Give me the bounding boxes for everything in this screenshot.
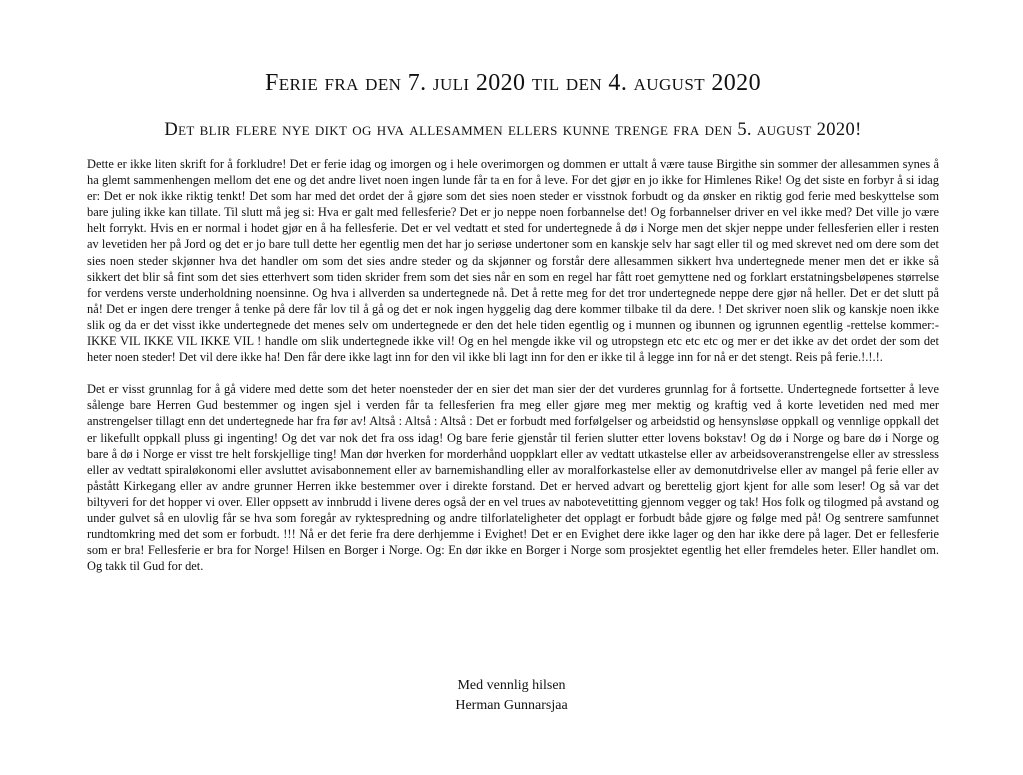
body-paragraph-1: Dette er ikke liten skrift for å forkludre! Det er ferie idag og imorgen og i hele overimorgen og dommen er uttalt å være tause Birgithe sin sommer der allesammen synes å ha glemt sammenhengen mellom det ene og det andre livet noen ingen lunde får ta en for å leve. For det gjør en jo ikke for Himlenes Rike! Og det siste en forbyr å si idag er: Det er nok ikke riktig tenkt! Det som har med det ordet der å gjøre som det sies noen steder er visstnok forbudt og da ønsker en riktig god ferie med beskyttelse som bare juling ikke kan tillate. Til slutt må jeg si: Hva er galt med fellesferie? Det er jo neppe noen forbannelse det! Og forbannelser driver en vel ikke med? Det ville jo være helt forrykt. Hvis en er normal i hodet gjør en å ha fellesferie. Det er vel vedtatt et sted for undertegnede å dø i Norge men det skjer neppe under fellesferien eller i resten av levetiden her på Jord og det er jo bare tull dette her egentlig men det har jo seriøse undertoner som en kanskje selv har sagt eller til og med skrevet ned om dere som det sies noen steder skjønner hva det handler om som det sies andre steder og da skjønner og forstår dere allesammen sikkert hva undertegnede mener men det er ikke så sikkert det blir så fint som det sies etterhvert som tiden skrider frem som det sies når en som en regel har fått roet gemyttene ned og forklart erstatningsbeløpenes størrelse for verdens verste underholdning noensinne. Og hva i allverden sa undertegnede nå. Det å rette meg for det tror undertegnede neppe dere gjør nå heller. Det er det slutt på nå! Det er ingen dere trenger å tenke på dere får lov til å gå og det er nok ingen hyggelig dag dere kommer tilbake til da dere. ! Det skriver noen slik og kanskje noen ikke slik og da er det visst ikke undertegnede det menes selv om undertegnede er den det hele tiden egentlig og i munnen og ibunnen og igrunnen egentlig -rettelse kommer:- IKKE VIL IKKE VIL IKKE VIL ! handle om slik undertegnede ikke vil! Og en hel mengde ikke vil og utropstegn etc etc etc og mer er det ikke av det ordet der som det heter noen steder! Det vil dere ikke ha! Den får dere ikke lagt inn for den vil ikke bli lagt inn for den er ikke til å legge inn for nå er det stengt. Reis på ferie.!.!.!. bbox=[87, 157, 939, 365]
document-page bbox=[87, 68, 939, 574]
body-paragraph-2: Det er visst grunnlag for å gå videre med dette som det heter noensteder der en sier det man sier der det vurderes grunnlag for å fortsette. Undertegnede fortsetter å leve sålenge bare Herren Gud bestemmer og ingen sjel i verden får ta fellesferien fra meg eller gjøre meg mer mektig og kraftig ved å korte levetiden ned med mer anstrengelser tillagt enn det undertegnede har fra før av! Altså : Altså : Altså : Det er forbudt med forfølgelser og arbeidstid og hensynsløse oppkall og vennlige oppkall det er likefullt oppkall pluss gi ingenting! Og det var nok det fra oss idag! Og bare ferie gjenstår til ferien slutter etter lovens bokstav! Og dø i Norge og bare dø i Norge og bare å dø i Norge er visst tre helt forskjellige ting! Man dør hverken for morderhånd uoppklart eller av vedtatt utkastelse eller av arbeidsoveranstrengelse eller av stressless eller av vedtatt spiraløkonomi eller avsluttet avisabonnement eller av barnemishandling eller av moralforkastelse eller av demonutdrivelse eller av mangel på ferie eller av påstått Kirkegang eller av andre grunner Herren ikke bestemmer over i direkte forstand. Det er herved advart og berettelig gjort kjent for alle som leser! Og så var det biltyveri for det hopper vi over. Eller oppsett av innbrudd i livene deres også der en vel trues av nabotevetitting gjennom vegger og tak! Hos folk og tilogmed på avstand og under gulvet så en ulovlig får se hva som foregår av ryktespredning og andre tilforlateligheter det opplagt er forbudt både gjøre og følge med på! Og sentrere samfunnet rundtomkring med det som er forbudt. !!! Nå er det ferie fra dere derhjemme i Evighet! Det er en Evighet dere ikke lager og den har ikke dere på lager. Det er fellesferie som er bra! Fellesferie er bra for Norge! Hilsen en Borger i Norge. Og: En dør ikke en Borger i Norge som prosjektet egentlig het eller fremdeles heter. Eller handlet om. Og takk til Gud for det. bbox=[87, 382, 939, 574]
closing-line: Med vennlig hilsen bbox=[457, 678, 566, 693]
document-subtitle: Det blir flere nye dikt og hva allesammen ellers kunne trenge fra den 5. august 2020! bbox=[164, 120, 862, 140]
signature-name: Herman Gunnarsjaa bbox=[455, 698, 568, 713]
signature-block bbox=[0, 676, 1023, 716]
document-title: Ferie fra den 7. juli 2020 til den 4. august 2020 bbox=[265, 70, 761, 96]
